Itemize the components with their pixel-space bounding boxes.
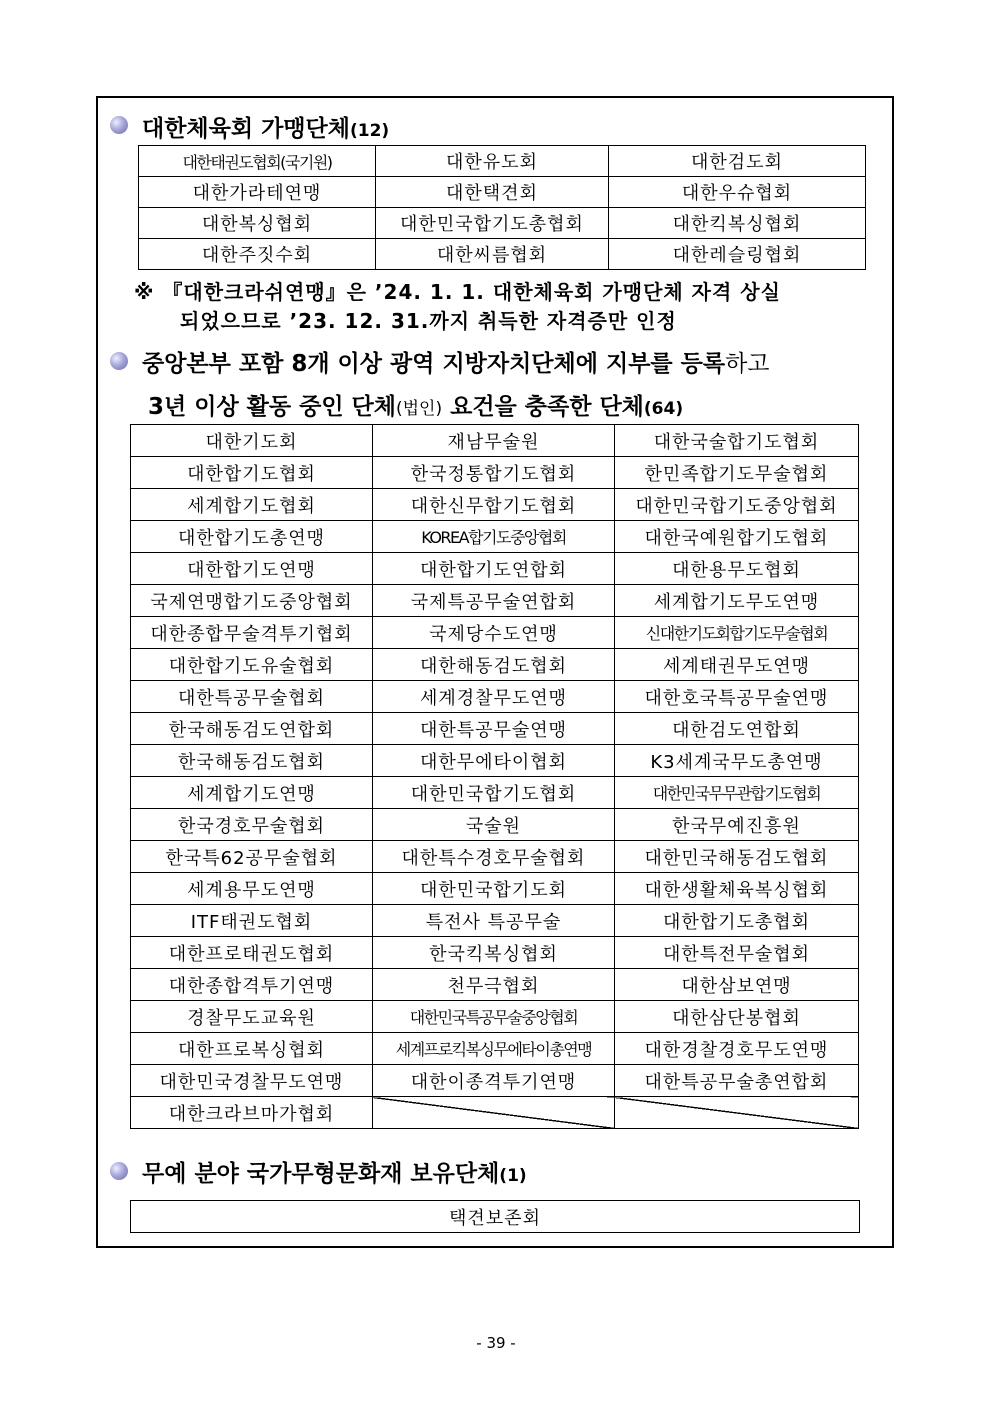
table-cell: 한국해동검도협회 [131,745,373,777]
table-cell [615,1097,859,1129]
table-row [131,1001,859,1033]
table-cell: 대한합기도연합회 [373,553,615,585]
table-cell: 대한민국특공무술중앙협회 [373,1001,615,1033]
table-cell: 대한검도회 [609,146,866,177]
table-cell: 대한삼보연맹 [615,969,859,1001]
table-cell: 세계합기도무도연맹 [615,585,859,617]
table-cell: 대한민국해동검도협회 [615,841,859,873]
table-row [131,681,859,713]
table-cell: 대한태권도협회(국기원) [139,146,376,177]
section1-table [138,145,866,270]
table-row [131,841,859,873]
table-cell: 대한특전무술협회 [615,937,859,969]
table-row [131,745,859,777]
section2-heading-line2 [148,388,683,421]
bullet-icon [110,1162,128,1180]
table-cell: 대한특공무술총연합회 [615,1065,859,1097]
bullet-icon [110,116,128,134]
section2-count: (64) [643,399,684,419]
table-row [131,585,859,617]
section3-heading-text: 무예 분야 국가무형문화재 보유단체 [142,1161,500,1187]
table-cell: 대한씨름협회 [376,239,609,270]
table-cell: 대한검도연합회 [615,713,859,745]
table-cell: 대한이종격투기연맹 [373,1065,615,1097]
table-cell: 대한무에타이협회 [373,745,615,777]
table-cell: 세계합기도협회 [131,489,373,521]
table-cell: 대한민국합기도총협회 [376,208,609,239]
table-cell: 국제연맹합기도중앙협회 [131,585,373,617]
section3-heading [142,1155,527,1188]
table-cell: 세계용무도연맹 [131,873,373,905]
section2-heading-c: 요건을 충족한 단체 [442,394,644,420]
table-cell: 대한프로복싱협회 [131,1033,373,1065]
table-row [131,1033,859,1065]
table-cell: 한민족합기도무술협회 [615,457,859,489]
table-cell: 대한합기도유술협회 [131,649,373,681]
table-row [131,457,859,489]
table-row [139,239,866,270]
section2-heading-light: 하고 [725,351,770,377]
table-cell: 대한레슬링협회 [609,239,866,270]
table-row [131,1097,859,1129]
table-cell: KOREA합기도중앙협회 [373,521,615,553]
table-cell: 대한킥복싱협회 [609,208,866,239]
table-cell: 대한국예원합기도협회 [615,521,859,553]
table-cell: 대한민국합기도회 [373,873,615,905]
section3-table [130,1200,860,1233]
table-cell: 대한종합무술격투기협회 [131,617,373,649]
table-cell: 대한합기도총연맹 [131,521,373,553]
table-cell: 대한호국특공무술연맹 [615,681,859,713]
table-row [131,489,859,521]
table-cell: 천무극협회 [373,969,615,1001]
table-row [131,969,859,1001]
table-cell: 대한해동검도협회 [373,649,615,681]
table-row [131,1065,859,1097]
table-cell: 국술원 [373,809,615,841]
table-row [131,905,859,937]
table-cell: 대한민국경찰무도연맹 [131,1065,373,1097]
table-row [131,425,859,457]
table-row [139,208,866,239]
section2-heading-line1 [142,345,770,378]
section2-heading-a: 3년 이상 활동 중인 단체 [148,394,396,420]
section1-heading-text: 대한체육회 가맹단체 [142,116,350,142]
table-row [131,617,859,649]
table-row [131,777,859,809]
table-cell: 대한경찰경호무도연맹 [615,1033,859,1065]
table-cell: 대한주짓수회 [139,239,376,270]
table-row [131,809,859,841]
table-cell: 대한종합격투기연맹 [131,969,373,1001]
table-cell: 재남무술원 [373,425,615,457]
table-cell: 대한특수경호무술협회 [373,841,615,873]
section1-heading [142,110,389,143]
table-cell: 대한합기도연맹 [131,553,373,585]
section1-count: (12) [349,121,390,141]
table-row [139,177,866,208]
section1-note-line1: ※ 『대한크라쉬연맹』은 ’24. 1. 1. 대한체육회 가맹단체 자격 상실 [134,280,781,304]
table-cell: 대한크라브마가협회 [131,1097,373,1129]
table-cell: 대한기도회 [131,425,373,457]
section2-heading-bold: 중앙본부 포함 8개 이상 광역 지방자치단체에 지부를 등록 [142,351,726,377]
table-cell: 대한국술합기도협회 [615,425,859,457]
table-row [131,713,859,745]
table-cell: 대한특공무술협회 [131,681,373,713]
table-cell: 국제특공무술연합회 [373,585,615,617]
section3-count: (1) [499,1166,527,1186]
table-cell: 세계경찰무도연맹 [373,681,615,713]
table-row [139,146,866,177]
table-row [131,1201,860,1233]
table-row [131,873,859,905]
table-cell: 한국특62공무술협회 [131,841,373,873]
table-cell: 한국해동검도연합회 [131,713,373,745]
page-number: - 39 - [476,1334,516,1352]
table-cell: 대한가라테연맹 [139,177,376,208]
table-cell: 한국경호무술협회 [131,809,373,841]
table-row [131,649,859,681]
table-cell: 경찰무도교육원 [131,1001,373,1033]
table-cell: 한국정통합기도협회 [373,457,615,489]
section2-heading-b: (법인) [396,399,443,419]
table-cell: 대한유도회 [376,146,609,177]
table-cell: 대한택견회 [376,177,609,208]
table-cell: 대한신무합기도협회 [373,489,615,521]
table-row [131,521,859,553]
section2-table [130,424,859,1129]
table-cell: 대한민국합기도협회 [373,777,615,809]
table-cell: 대한삼단봉협회 [615,1001,859,1033]
table-cell: ITF태권도협회 [131,905,373,937]
table-cell: 대한우슈협회 [609,177,866,208]
table-cell: 대한특공무술연맹 [373,713,615,745]
table-cell: 대한합기도총협회 [615,905,859,937]
bullet-icon [110,352,128,370]
table-cell [373,1097,615,1129]
table-cell: 대한복싱협회 [139,208,376,239]
table-row [131,937,859,969]
table-row [131,553,859,585]
table-cell: 대한민국합기도중앙협회 [615,489,859,521]
table-cell: 택견보존회 [131,1201,860,1233]
table-cell: K3세계국무도총연맹 [615,745,859,777]
table-cell: 대한민국무무관합기도협회 [615,777,859,809]
table-cell: 대한합기도협회 [131,457,373,489]
table-cell: 국제당수도연맹 [373,617,615,649]
table-cell: 대한프로태권도협회 [131,937,373,969]
section1-note-line2: 되었으므로 ’23. 12. 31.까지 취득한 자격증만 인정 [180,309,677,333]
table-cell: 특전사 특공무술 [373,905,615,937]
table-cell: 한국무예진흥원 [615,809,859,841]
table-cell: 세계합기도연맹 [131,777,373,809]
table-cell: 대한용무도협회 [615,553,859,585]
table-cell: 대한생활체육복싱협회 [615,873,859,905]
table-cell: 세계태권무도연맹 [615,649,859,681]
table-cell: 세계프로킥복싱무에타이총연맹 [373,1033,615,1065]
table-cell: 신대한기도회합기도무술협회 [615,617,859,649]
table-cell: 한국킥복싱협회 [373,937,615,969]
